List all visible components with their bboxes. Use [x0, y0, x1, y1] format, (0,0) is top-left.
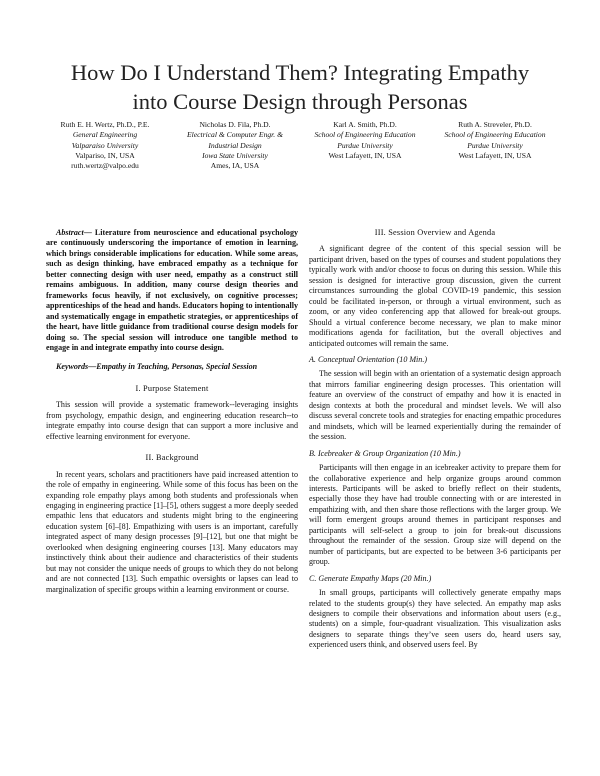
- paper-title: [40, 58, 560, 116]
- author-institution: Valparaiso University: [71, 140, 139, 150]
- subsection-heading-c: C. Generate Empathy Maps (20 Min.): [309, 573, 432, 583]
- section-heading-background: II. Background: [145, 453, 199, 463]
- paragraph: This session will provide a systematic framework--leveraging insights from psychology, empathic design, and engineering education research--to integrate empathy into course design that can support a more inclusive and effective learning environment for everyone.: [46, 400, 298, 441]
- paragraph: A significant degree of the content of this special session will be participant driven, based on the types of courses and student populations they typically work with and/or choose to focus on during this session. While this session is designed for interactive group discussion, given the current circumstances surrounding the global COVID-19 pandemic, this session could be facilitated in-person, or through a virtual environment, such as zoom, or any video conferencing app that allowed for break-out groups. Should a virtual conference become necessary, we plan to make minor modifications agenda for facilitation, but the overall objectives and anticipated outcomes will remain the same.: [309, 244, 561, 348]
- author-block-3: [300, 120, 430, 161]
- author-email: ruth.wertz@valpo.edu: [71, 161, 139, 171]
- author-block-4: [430, 120, 560, 161]
- author-institution: Purdue University: [337, 140, 393, 150]
- section-heading-purpose: I. Purpose Statement: [135, 383, 209, 393]
- author-name: Ruth A. Streveler, Ph.D.: [458, 120, 532, 129]
- title-line-2: into Course Design through Personas: [132, 89, 468, 114]
- author-location: West Lafayett, IN, USA: [328, 150, 402, 160]
- author-affiliation: School of Engineering Education: [314, 130, 416, 140]
- author-name: Karl A. Smith, Ph.D.: [333, 120, 397, 129]
- subsection-heading-a: A. Conceptual Orientation (10 Min.): [309, 354, 428, 364]
- keywords: Keywords—Empathy in Teaching, Personas, Special Session: [56, 362, 258, 372]
- author-location: West Lafayett, IN, USA: [458, 150, 532, 160]
- left-column: [46, 228, 298, 595]
- author-institution: Purdue University: [467, 140, 523, 150]
- paragraph: In recent years, scholars and practitioners have paid increased attention to the role of empathy in engineering. While some of this focus has been on the expanding role empathy plays among both students and professionals when engaging in engineering practice [1]–[5], others suggest a more deeply seeded empathic lens that educators and students might bring to the engineering education system [6]–[8]. Empathizing with users is an important, carefully integrated aspect of many design processes [9]–[12], but one that might be overlooked when designing engineering courses [13]. Many educators may instinctively think about their audience and characteristics of their students but may not consider the unique needs of groups to which they do not belong and are not connected [13]. Such empathic oversights or lapses can lead to marginalization of specific groups within a learning environment or course.: [46, 469, 298, 594]
- title-line-1: How Do I Understand Them? Integrating Empathy: [70, 60, 530, 85]
- author-affiliation: School of Engineering Education: [444, 130, 546, 140]
- author-affiliation-2: Industrial Design: [208, 140, 262, 150]
- paragraph: Participants will then engage in an icebreaker activity to prepare them for the collaborative experience and help organize groups around common interests. Participants will be asked to briefly reflect on their students, especially those they have had trouble connecting with or are interested in empathizing with, and then share those reflections with the larger group. We will form emergent groups around themes in participant responses and participants will self-select a group to join for break-out discussions throughout the remainder of the session. Group size will depend on the number of participants, but are expected to be between 3-6 participants per group.: [309, 463, 561, 567]
- author-affiliation: General Engineering: [72, 130, 138, 140]
- abstract-label: Abstract: [56, 228, 84, 237]
- author-block-2: [170, 120, 300, 171]
- subsection-heading-b: B. Icebreaker & Group Organization (10 Min.): [309, 448, 461, 458]
- right-column: [309, 228, 561, 651]
- author-institution: Iowa State University: [202, 150, 268, 160]
- author-name: Nicholas D. Fila, Ph.D.: [199, 120, 271, 129]
- author-location: Valpariso, IN, USA: [75, 150, 135, 160]
- section-heading-overview: III. Session Overview and Agenda: [374, 228, 496, 237]
- abstract: [46, 228, 298, 353]
- author-affiliation: Electrical & Computer Engr. &: [187, 130, 283, 140]
- paragraph: In small groups, participants will collectively generate empathy maps related to the students group(s) they have selected. An empathy map asks designers to compile their observations and information about users (e.g., students) on a simple, four-quadrant visualization. This visualization asks designers to separate things they’ve seen users do, heard users say, experienced users think, and observed users feel. By: [309, 588, 561, 650]
- author-block-1: [40, 120, 170, 171]
- abstract-text: — Literature from neuroscience and educational psychology are continuously underscoring the importance of emotion in learning, which brings considerable implications for education. While some areas, such as design thinking, have embraced empathy as a technique for better connecting design with user need, empathy as a construct still remains ambiguous. In addition, many course design theories and frameworks focus heavily, if not exclusively, on cognitive processes; apprenticeships of the head and hands. Educators hoping to intentionally and systematically engage in empathetic strategies, or apprenticeships of the heart, have little guidance from traditional course design models for doing so. The special session will introduce one tangible method to engage in and integrate empathy into course design.: [46, 228, 298, 352]
- author-name: Ruth E. H. Wertz, Ph.D., P.E.: [60, 120, 150, 129]
- paragraph: The session will begin with an orientation of a systematic design approach that mirrors familiar engineering design processes. This orientation will feature an overview of the construct of empathy and how it is enacted in design contexts at both the procedural and mindset levels. We will also discuss several concrete tools and strategies for enacting empathic procedures and mindsets, which will be learned experientially during the remainder of the session.: [309, 369, 561, 442]
- author-location: Ames, IA, USA: [210, 161, 260, 171]
